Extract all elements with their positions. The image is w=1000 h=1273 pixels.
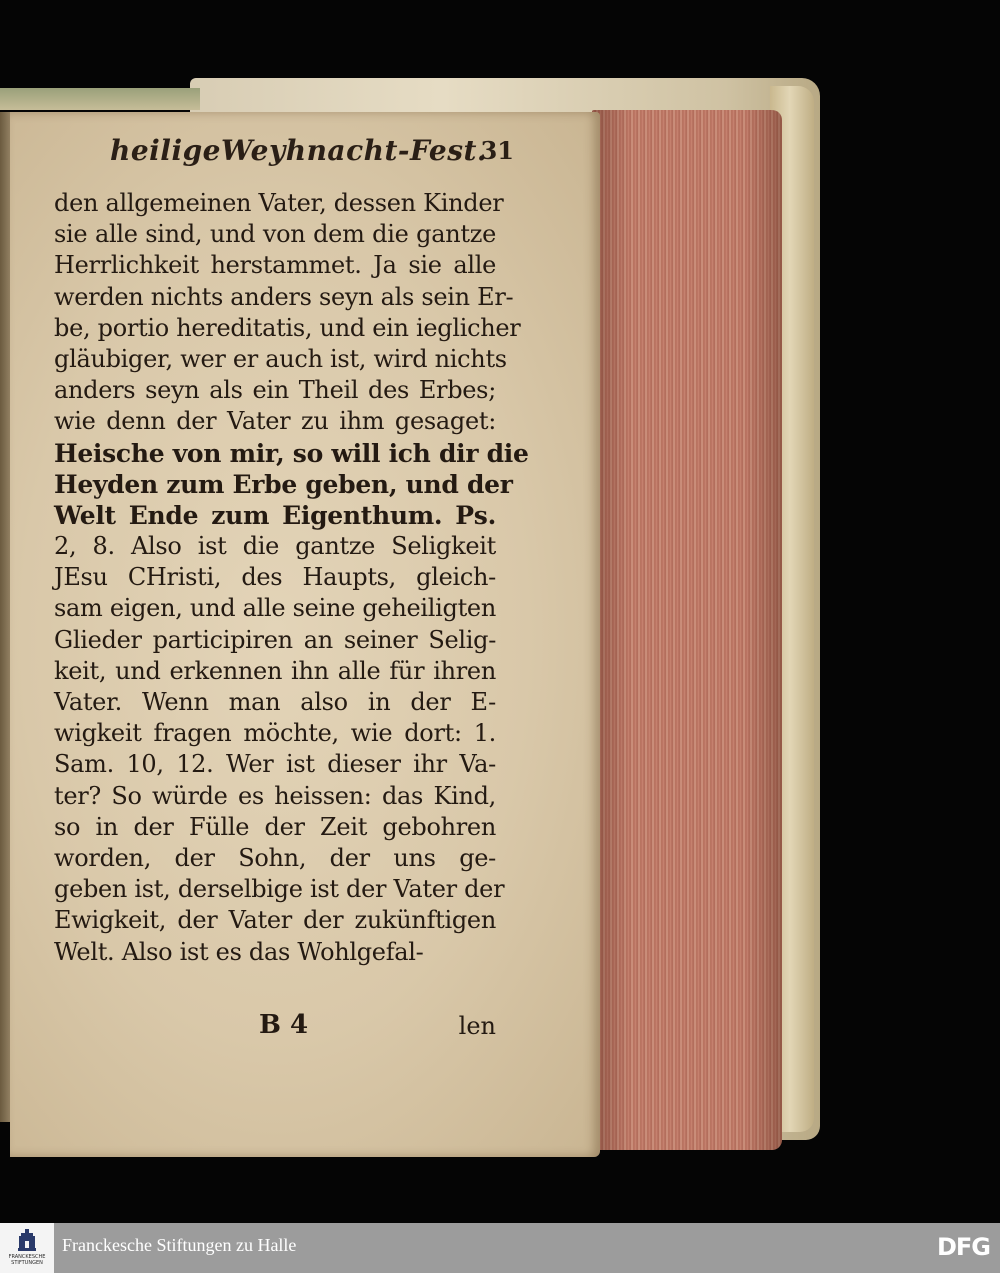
institution-name[interactable]: Franckesche Stiftungen zu Halle xyxy=(62,1235,297,1255)
footer-bar xyxy=(0,1223,1000,1273)
text-line: ter? So würde es heissen: das Kind, xyxy=(54,781,496,810)
text-line: Sam. 10, 12. Wer ist dieser ihr Va- xyxy=(54,750,496,779)
page-fore-edge xyxy=(592,110,782,1150)
text-line: Welt Ende zum Eigenthum. Ps. xyxy=(54,500,496,530)
text-line: JEsu CHristi, des Haupts, gleich- xyxy=(54,563,496,592)
text-line: Heyden zum Erbe geben, und der xyxy=(54,469,513,499)
text-line: geben ist, derselbige ist der Vater der xyxy=(54,875,505,904)
page-number: 31 xyxy=(480,136,514,165)
dfg-logo[interactable]: DFG xyxy=(936,1233,990,1261)
text-line: sie alle sind, und von dem die gantze xyxy=(54,220,496,249)
text-line: anders seyn als ein Theil des Erbes; xyxy=(54,376,496,405)
text-line: den allgemeinen Vater, dessen Kinder xyxy=(54,189,504,217)
signature-mark: B 4 xyxy=(259,1010,309,1040)
page-header xyxy=(110,128,514,172)
text-line: 2, 8. Also ist die gantze Seligkeit xyxy=(54,532,496,561)
running-head: heiligeWeyhnacht-Fest. xyxy=(110,134,488,167)
text-line: sam eigen, und alle seine geheiligten xyxy=(54,594,496,623)
body-text xyxy=(54,188,529,968)
text-line: wigkeit fragen möchte, wie dort: 1. xyxy=(54,719,496,748)
text-line: so in der Fülle der Zeit gebohren xyxy=(54,812,496,841)
logo-text: FRANCKESCHE STIFTUNGEN xyxy=(8,1254,46,1266)
building-icon xyxy=(18,1229,36,1251)
text-line: Glieder participiren an seiner Selig- xyxy=(54,625,496,654)
text-line: Welt. Also ist es das Wohlgefal- xyxy=(54,937,424,966)
text-line: Ewigkeit, der Vater der zukünftigen xyxy=(54,906,496,935)
institution-logo[interactable] xyxy=(0,1223,54,1273)
text-line: gläubiger, wer er auch ist, wird nichts xyxy=(54,344,507,373)
text-line: keit, und erkennen ihn alle für ihren xyxy=(54,656,496,685)
catchword: len xyxy=(458,1012,496,1040)
text-line: Vater. Wenn man also in der E- xyxy=(54,688,496,716)
text-line: worden, der Sohn, der uns ge- xyxy=(54,843,496,872)
text-line: be, portio hereditatis, und ein ieglicher xyxy=(54,313,521,342)
text-line: werden nichts anders seyn als sein Er- xyxy=(54,282,514,311)
text-line: Herrlichkeit herstammet. Ja sie alle xyxy=(54,251,496,280)
text-line: Heische von mir, so will ich dir die xyxy=(54,438,529,468)
page-footer-line xyxy=(54,1010,496,1046)
text-line: wie denn der Vater zu ihm gesaget: xyxy=(54,407,496,436)
facing-page-edge xyxy=(0,88,200,110)
